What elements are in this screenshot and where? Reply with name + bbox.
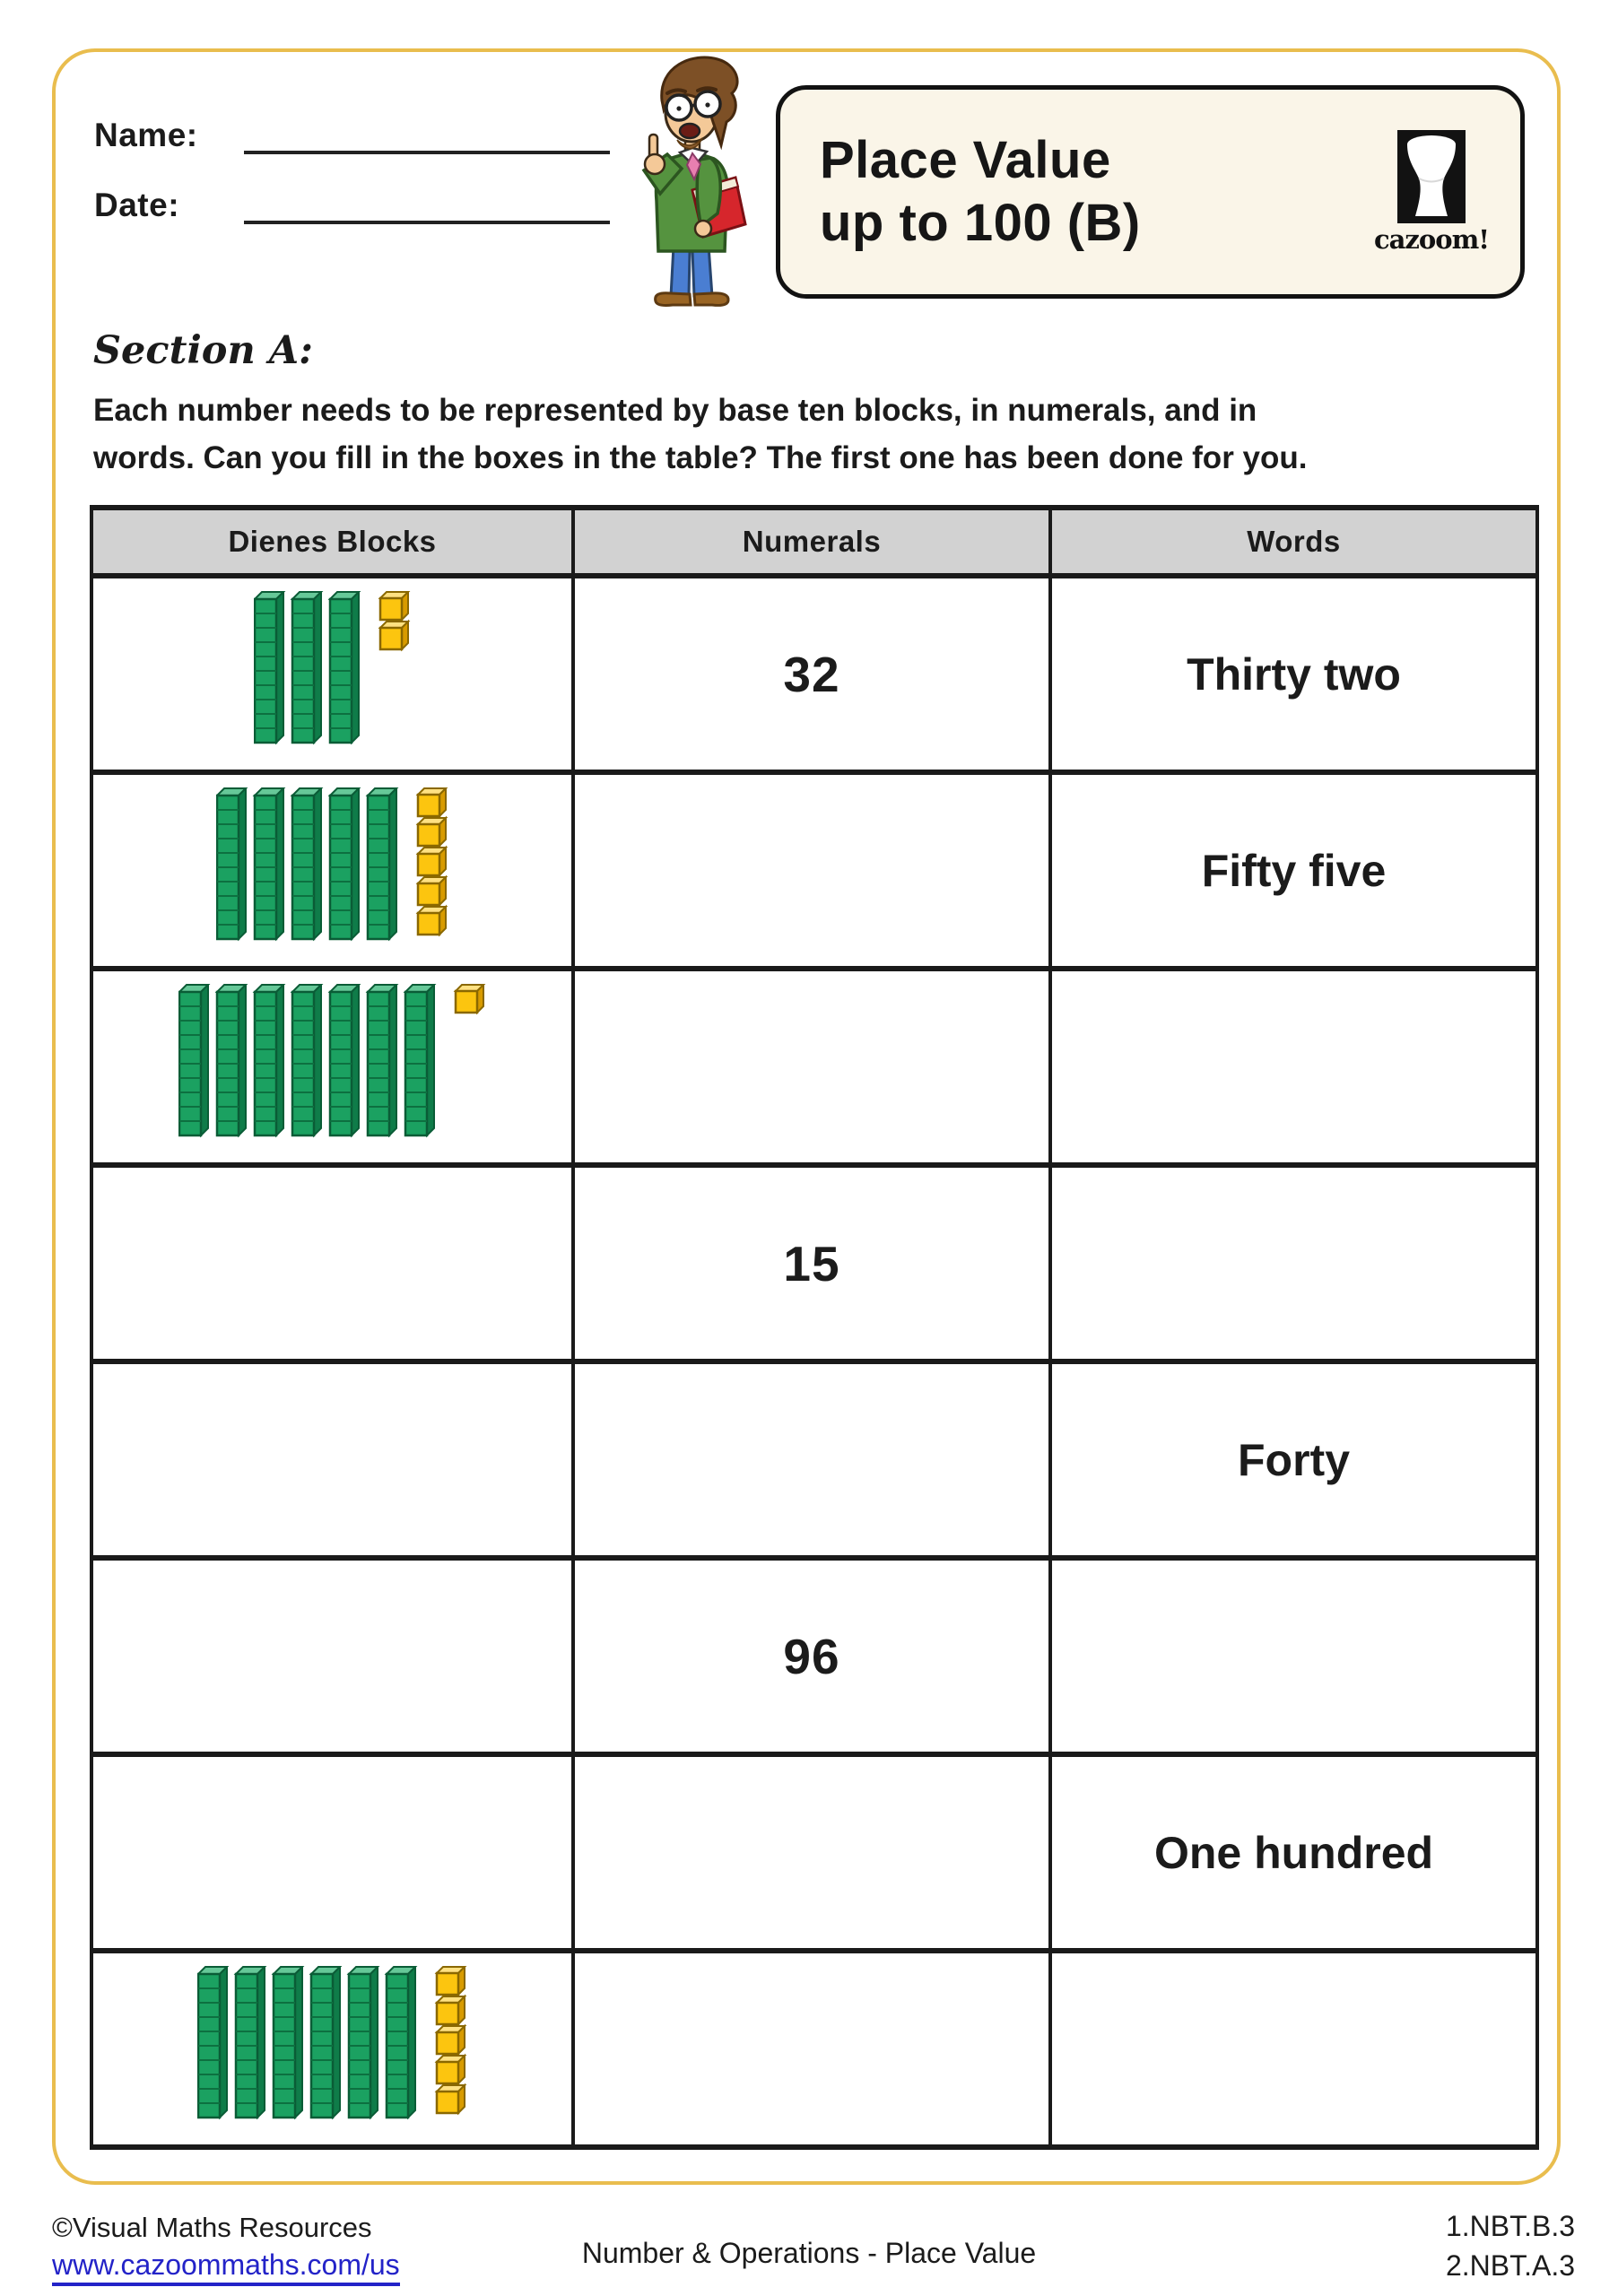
numerals-answer-box bbox=[573, 1361, 1050, 1558]
place-value-table bbox=[90, 505, 1539, 2150]
dienes-blocks-cell bbox=[91, 576, 573, 772]
table-row bbox=[91, 1558, 1537, 1754]
cazoom-drum-icon bbox=[1397, 130, 1466, 223]
words-answer-box bbox=[1050, 1951, 1537, 2147]
footer-center-text: Number & Operations - Place Value bbox=[581, 2237, 1037, 2269]
words-value: Fifty five bbox=[1050, 772, 1537, 969]
table-row bbox=[91, 1951, 1537, 2147]
dienes-blocks-illustration bbox=[197, 1966, 467, 2127]
section-heading: Section A: bbox=[93, 328, 313, 373]
table-row bbox=[91, 772, 1537, 969]
table-row bbox=[91, 1361, 1537, 1558]
dienes-blocks-cell bbox=[91, 969, 573, 1165]
title-line-1: Place Value bbox=[820, 131, 1111, 190]
dienes-blocks-answer-box bbox=[91, 1165, 573, 1361]
dienes-blocks-answer-box bbox=[91, 1361, 573, 1558]
dienes-blocks-illustration bbox=[178, 984, 486, 1145]
title-line-2: up to 100 (B) bbox=[820, 194, 1141, 252]
numerals-answer-box bbox=[573, 772, 1050, 969]
words-answer-box bbox=[1050, 1558, 1537, 1754]
dienes-blocks-cell bbox=[91, 1951, 573, 2147]
standard-code-1: 1.NBT.B.3 bbox=[1445, 2210, 1575, 2242]
table-row bbox=[91, 1754, 1537, 1951]
date-label: Date: bbox=[94, 187, 180, 223]
standard-code-2: 2.NBT.A.3 bbox=[1445, 2249, 1575, 2282]
words-value: One hundred bbox=[1050, 1754, 1537, 1951]
instructions-line-1: Each number needs to be represented by base ten blocks, in numerals, and in bbox=[93, 393, 1257, 428]
words-answer-box bbox=[1050, 1165, 1537, 1361]
dienes-blocks-cell bbox=[91, 772, 573, 969]
worksheet-title-box bbox=[776, 85, 1525, 299]
words-value: Thirty two bbox=[1050, 576, 1537, 772]
column-header-numerals: Numerals bbox=[573, 508, 1050, 576]
dienes-blocks-illustration bbox=[254, 591, 411, 752]
words-value: Forty bbox=[1050, 1361, 1537, 1558]
instructions bbox=[93, 387, 1537, 482]
name-date-block bbox=[94, 104, 610, 244]
date-input-line bbox=[244, 181, 610, 224]
cazoom-logo bbox=[1373, 130, 1490, 255]
column-header-words: Words bbox=[1050, 508, 1537, 576]
name-row bbox=[94, 104, 610, 154]
numerals-answer-box bbox=[573, 969, 1050, 1165]
table-header-row bbox=[91, 508, 1537, 576]
name-input-line bbox=[244, 111, 610, 154]
numerals-value: 32 bbox=[573, 576, 1050, 772]
table-row bbox=[91, 1165, 1537, 1361]
dienes-blocks-illustration bbox=[216, 787, 448, 949]
website-link[interactable]: www.cazoommaths.com/us bbox=[52, 2248, 400, 2286]
numerals-value: 96 bbox=[573, 1558, 1050, 1754]
cazoom-logo-text: cazoom! bbox=[1373, 223, 1490, 255]
name-label: Name: bbox=[94, 117, 198, 153]
instructions-line-2: words. Can you fill in the boxes in the table? The first one has been done for you. bbox=[93, 439, 1308, 475]
numerals-answer-box bbox=[573, 1754, 1050, 1951]
page-title bbox=[820, 129, 1141, 254]
dienes-blocks-answer-box bbox=[91, 1754, 573, 1951]
numerals-value: 15 bbox=[573, 1165, 1050, 1361]
numerals-answer-box bbox=[573, 1951, 1050, 2147]
dienes-blocks-answer-box bbox=[91, 1558, 573, 1754]
date-row bbox=[94, 174, 610, 224]
copyright-text: ©Visual Maths Resources bbox=[52, 2212, 372, 2243]
words-answer-box bbox=[1050, 969, 1537, 1165]
table-row bbox=[91, 576, 1537, 772]
table-row bbox=[91, 969, 1537, 1165]
column-header-dienes-blocks: Dienes Blocks bbox=[91, 508, 573, 576]
teacher-character-illustration bbox=[599, 47, 775, 309]
footer-standards bbox=[1446, 2212, 1575, 2291]
